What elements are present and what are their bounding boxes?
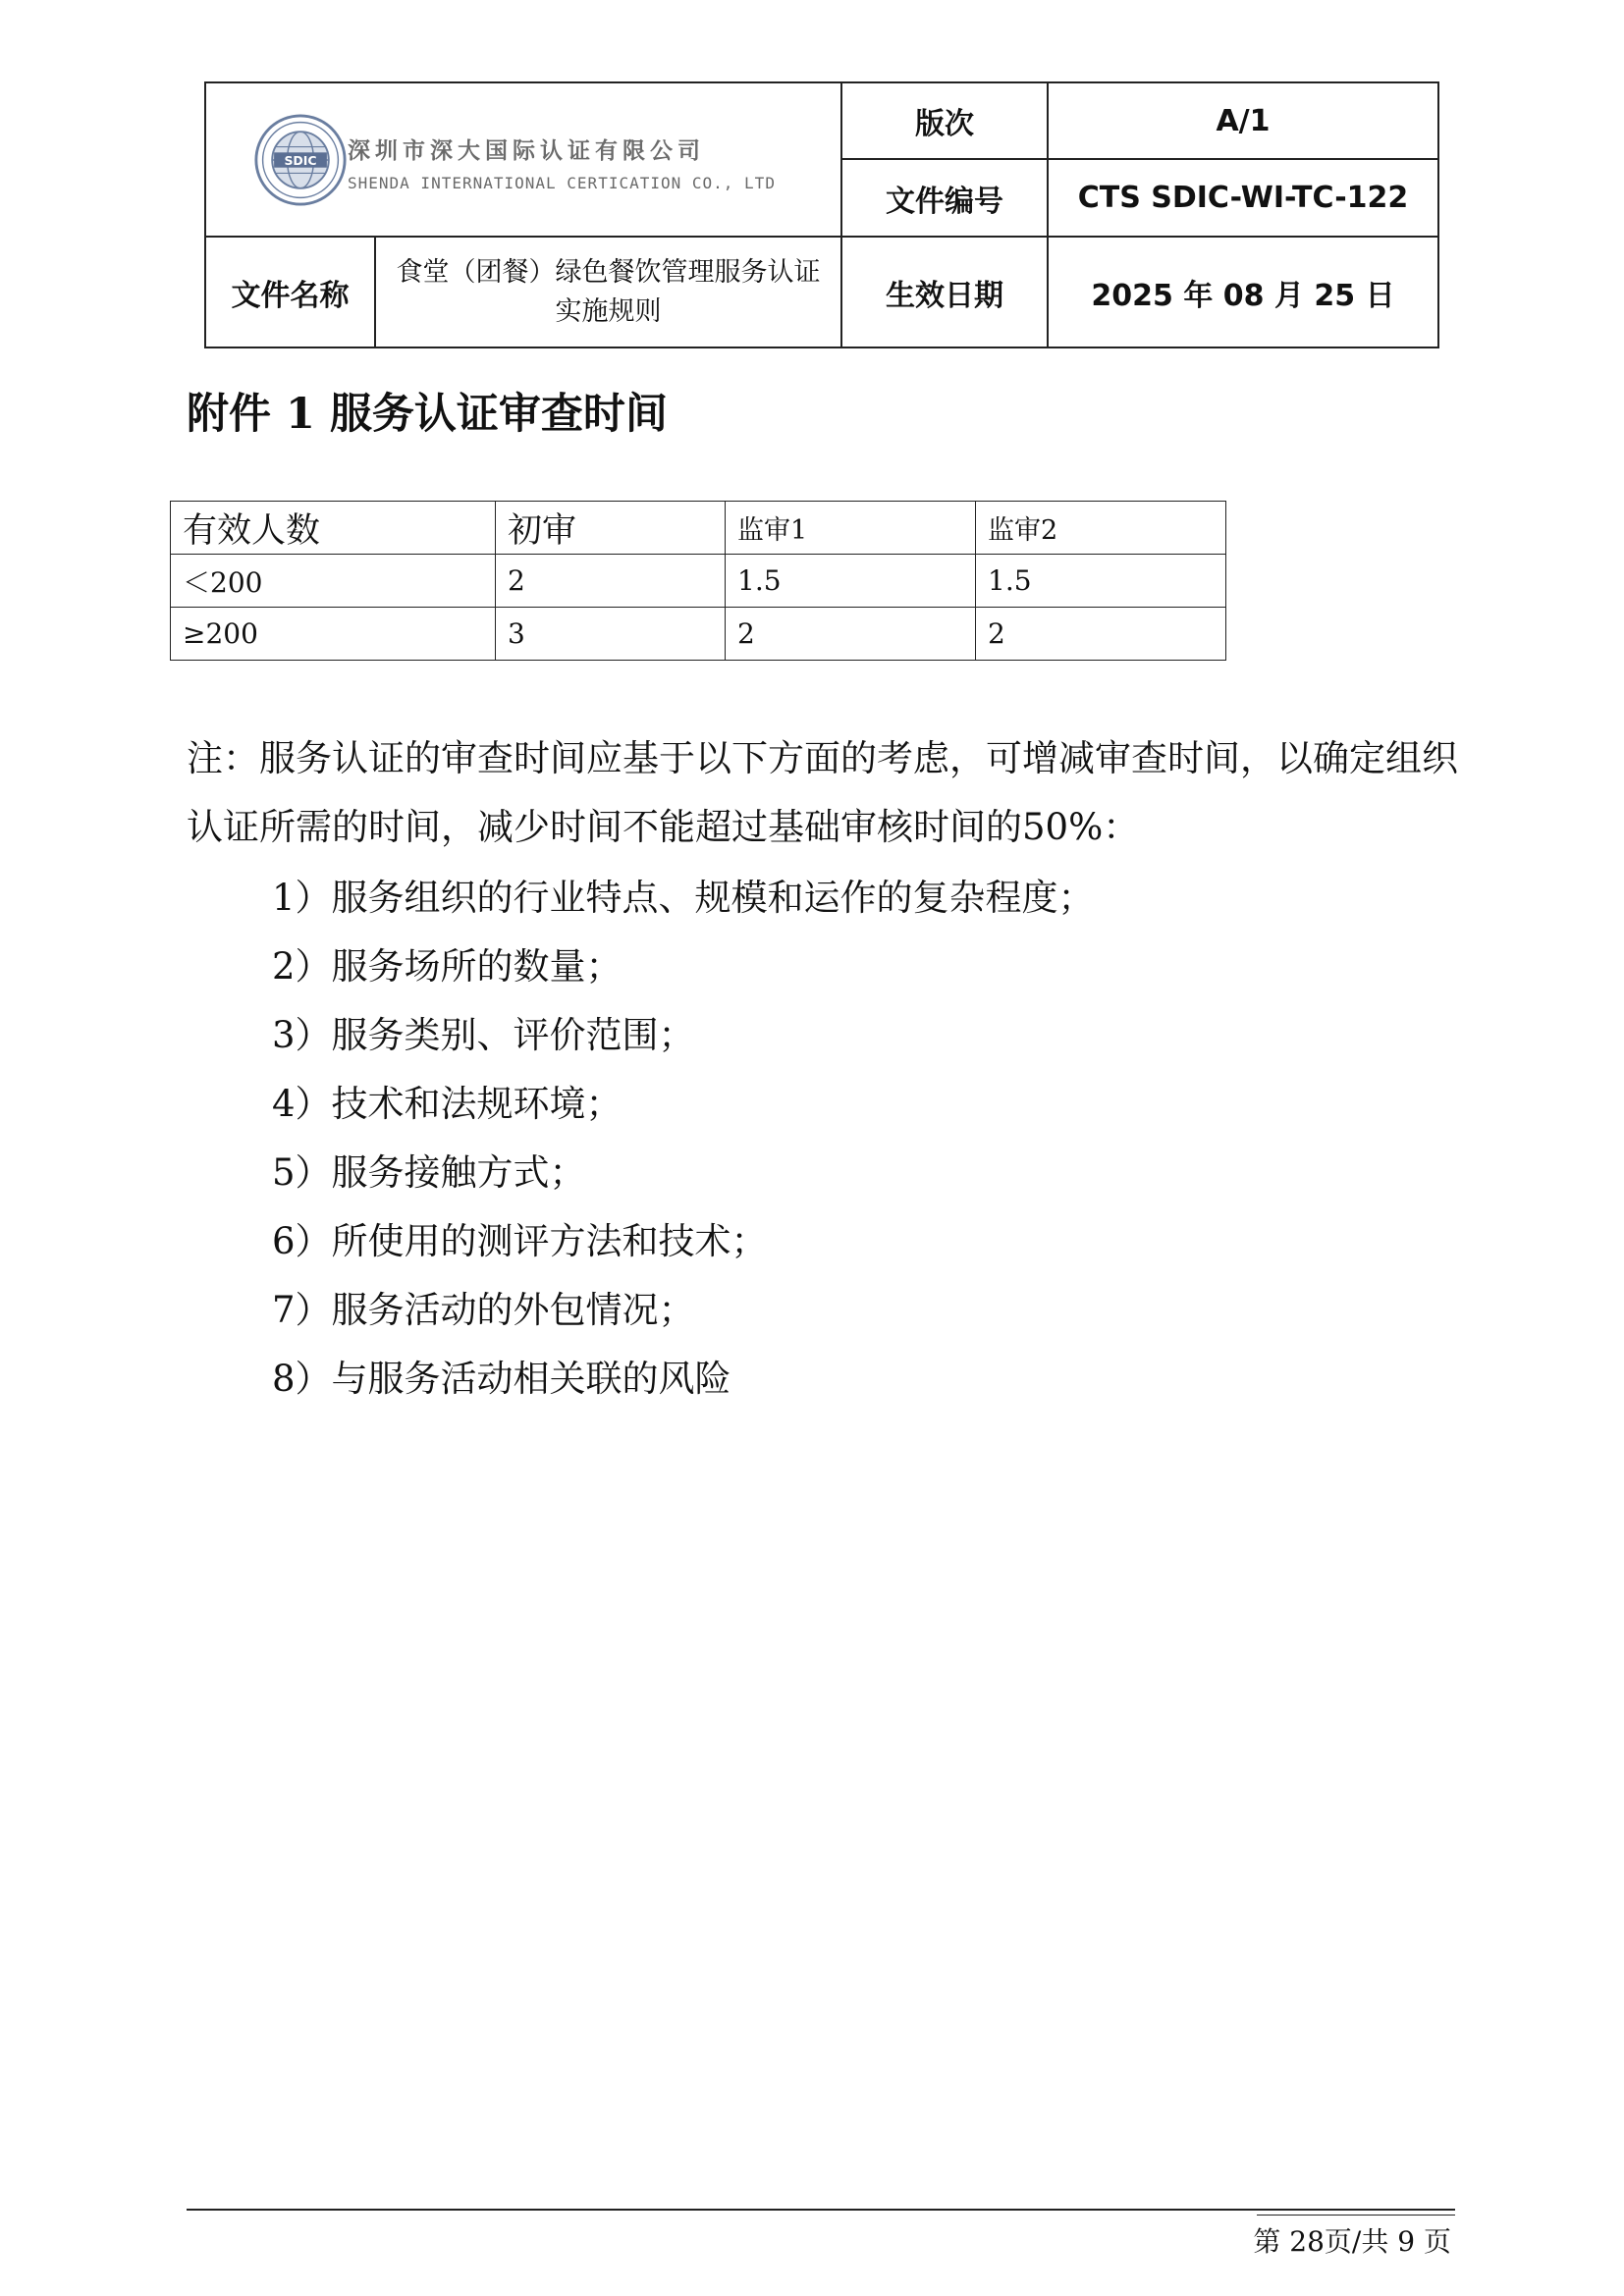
list-item: 5）服务接触方式；: [272, 1151, 586, 1194]
table-cell: 1.5: [726, 555, 976, 608]
company-name-en: SHENDA INTERNATIONAL CERTICATION CO., LTD: [348, 174, 776, 192]
effective-date-value: 2025 年 08 月 25 日: [1048, 237, 1438, 347]
table-row: [171, 555, 1226, 608]
effective-date-label: 生效日期: [841, 237, 1048, 347]
file-no-label: 文件编号: [841, 159, 1048, 237]
document-header-table: [204, 81, 1439, 348]
list-item: 8）与服务活动相关联的风险: [272, 1358, 731, 1400]
table-cell: 1.5: [976, 555, 1226, 608]
table-header-cell: 有效人数: [171, 502, 496, 555]
page-number: 第 28页/共 9 页: [1253, 2225, 1451, 2258]
annex-title: 附件 1 服务认证审查时间: [187, 390, 668, 439]
company-logo-cell: [205, 82, 841, 237]
table-header-row: [171, 502, 1226, 555]
seal-text: SDIC: [284, 152, 317, 168]
list-item: 1）服务组织的行业特点、规模和运作的复杂程度；: [272, 877, 1095, 919]
company-name-cn: 深圳市深大国际认证有限公司: [348, 138, 705, 164]
table-row: [171, 608, 1226, 661]
list-item: 4）技术和法规环境；: [272, 1083, 623, 1125]
list-item: 7）服务活动的外包情况；: [272, 1289, 695, 1331]
version-label: 版次: [841, 82, 1048, 159]
file-name-value: 食堂（团餐）绿色餐饮管理服务认证实施规则: [375, 237, 841, 347]
file-no-value: CTS SDIC-WI-TC-122: [1048, 159, 1438, 237]
list-item: 2）服务场所的数量；: [272, 945, 623, 988]
list-item: 6）所使用的测评方法和技术；: [272, 1220, 768, 1262]
footer-divider: [187, 2209, 1455, 2211]
table-cell: 2: [726, 608, 976, 661]
list-item: 3）服务类别、评价范围；: [272, 1014, 695, 1056]
table-cell: ＜200: [171, 555, 496, 608]
table-cell: 3: [496, 608, 726, 661]
footer-divider-short: [1257, 2215, 1455, 2216]
table-cell: 2: [496, 555, 726, 608]
company-seal-icon: [253, 113, 348, 207]
table-header-cell: 监审1: [726, 502, 976, 555]
table-header-cell: 监审2: [976, 502, 1226, 555]
note-paragraph: 注：服务认证的审查时间应基于以下方面的考虑，可增减审查时间，以确定组织认证所需的时间，减少时间不能超过基础审核时间的50%：: [187, 737, 1458, 848]
version-value: A/1: [1048, 82, 1438, 159]
table-header-cell: 初审: [496, 502, 726, 555]
table-cell: ≥200: [171, 608, 496, 661]
audit-time-table: [170, 501, 1226, 661]
table-cell: 2: [976, 608, 1226, 661]
file-name-label: 文件名称: [205, 237, 375, 347]
consideration-list: [272, 864, 1095, 1414]
